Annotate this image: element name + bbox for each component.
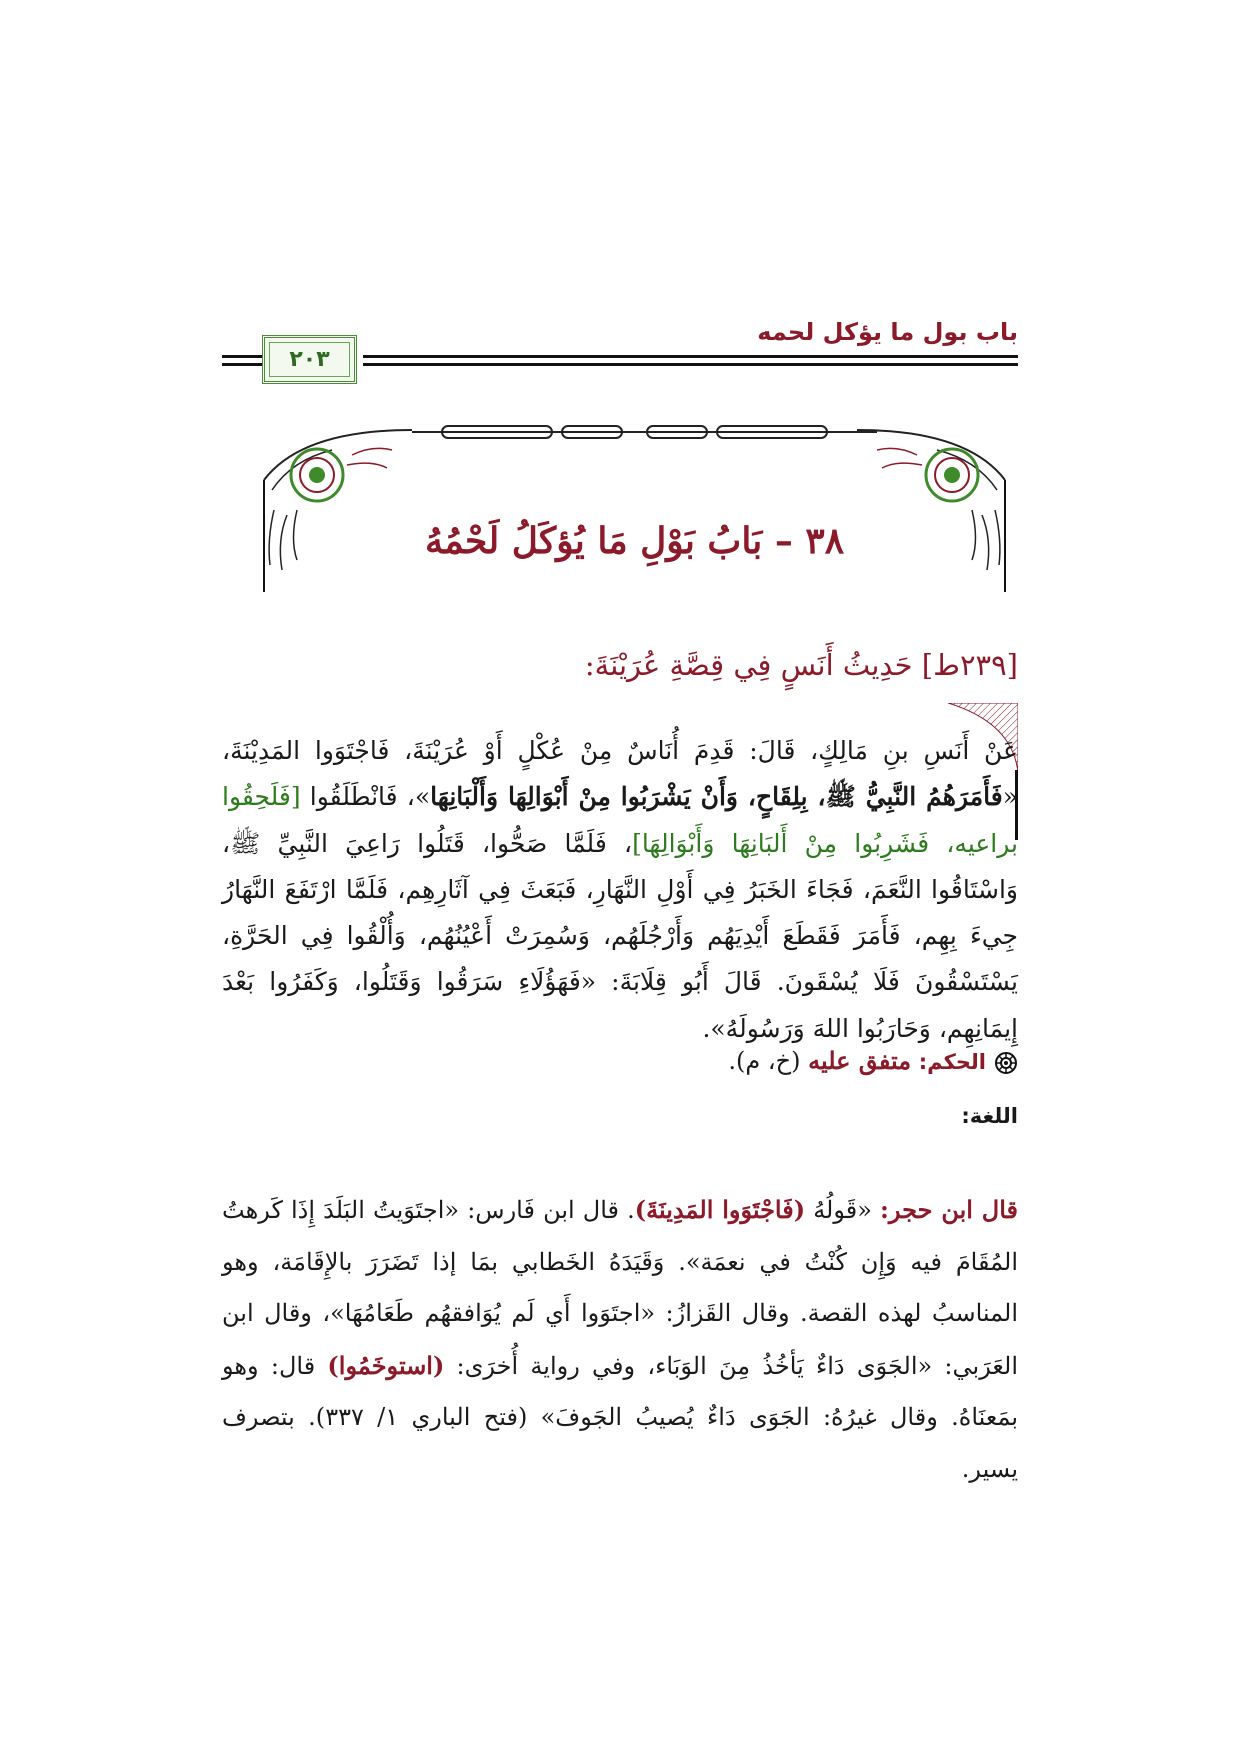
ruling-value: متفق عليه: [808, 1046, 912, 1075]
flower-ornament-icon: [994, 1051, 1018, 1075]
hadith-text-part: »، فَانْطَلَقُوا: [300, 782, 431, 812]
hadith-text: [222, 728, 1018, 1052]
ruling-label: الحكم:: [918, 1050, 986, 1074]
commentary-text: [222, 1184, 1018, 1495]
running-title: باب بول ما يؤكل لحمه: [757, 318, 1018, 346]
hadith-variant-text: [فَلَحِقُوا براعيه، فَشَرِبُوا مِنْ أَلبَانِهَا وَأَبْوَالِهَا]: [222, 782, 1018, 858]
page-number: ٢٠٣: [289, 347, 330, 372]
header-rule: [363, 355, 1018, 358]
chapter-title: ٣٨ – بَابُ بَوْلِ مَا يُؤكَلُ لَحْمُهُ: [424, 520, 845, 562]
hadith-text-part: ، فَلَمَّا صَحُّوا، قَتَلُوا رَاعِيَ النَّبِيِّ ﷺ، وَاسْتَاقُوا النَّعَمَ، فَجَاءَ الخَبَرُ فِي أَوْلِ النَّهَارِ، فَبَعَثَ فِي آثَارِهِم، فَلَمَّا ارْتَفَعَ النَّهَارُ جِيءَ بِهِم، فَأَمَرَ فَقَطَعَ أَيْدِيَهُم وَأَرْجُلَهُم، وَسُمِرَتْ أَعْيُنُهُم، وَأُلْقُوا فِي الحَرَّةِ، يَسْتَسْقُونَ فَلَا يُسْقَونَ. قَالَ أَبُو قِلَابَةَ: «فَهَؤُلَاءِ سَرَقُوا وَقَتَلُوا، وَكَفَرُوا بَعْدَ إِيمَانِهِم، وَحَارَبُوا اللهَ وَرَسُولَهُ».: [222, 828, 1018, 1043]
language-section-label: اللغة:: [961, 1104, 1018, 1128]
top-chain-ornament: [412, 426, 877, 438]
header-rule: [363, 363, 1018, 366]
hadith-heading: [٢٣٩ط] حَدِيثُ أَنَسٍ فِي قِصَّةِ عُرَيْنَةَ:: [584, 648, 1018, 682]
ruling-line: [728, 1046, 1018, 1075]
header-rule: [222, 355, 262, 358]
commentary-author: قال ابن حجر:: [880, 1195, 1018, 1224]
commentary-quoted-phrase: (فَاجْتَوَوا المَدِينَةَ): [634, 1195, 806, 1224]
hadith-bold-text: فَأَمَرَهُمُ النَّبِيُّ ﷺ، بِلِقَاحٍ، وَأَنْ يَشْرَبُوا مِنْ أَبْوَالِهَا وَأَلْبَانِهَا: [430, 782, 1003, 812]
page-number-box: [262, 335, 357, 384]
hadith-text-part: عَنْ أَنَسِ بنِ مَالِكٍ، قَالَ: قَدِمَ أُنَاسٌ مِنْ عُكْلٍ أَوْ عُرَيْنَةَ، فَاجْتَوَوا المَدِيْنَةَ، «: [222, 736, 1018, 812]
ruling-source: (خ، م).: [728, 1047, 809, 1075]
header-rule: [222, 363, 262, 366]
chapter-ornament-frame: [262, 420, 1007, 592]
commentary-part: «قَولُهُ: [805, 1196, 881, 1224]
commentary-term: (استوخَمُوا): [327, 1350, 445, 1380]
commentary-part: قال: وهو بمَعنَاهُ. وقال غيرُهُ: الجَوَى دَاءٌ يُصيبُ الجَوفَ» (فتح الباري ١/ ٣٣٧). بتصرف يسير.: [222, 1351, 1019, 1483]
commentary-part: . قال ابن فَارس: «اجتَوَيتُ البَلَدَ إِذَا كَرهتُ المُقَامَ فيه وَإِن كُنْتُ في نعمَة». وَقَيَدَهُ الخَطابي بمَا إذا تَضَرَرَ بالإِقَامَة، وهو المناسبُ لهذه القصة. وقال القَزازُ: «اجتَوَوا أَي لَم يُوَافقهُم طَعَامُهَا»، وقال ابن العَرَبي: «الجَوَى دَاءٌ يَأخُذُ مِنَ الوَبَاء، وفي رواية أُخرَى:: [222, 1196, 1018, 1380]
